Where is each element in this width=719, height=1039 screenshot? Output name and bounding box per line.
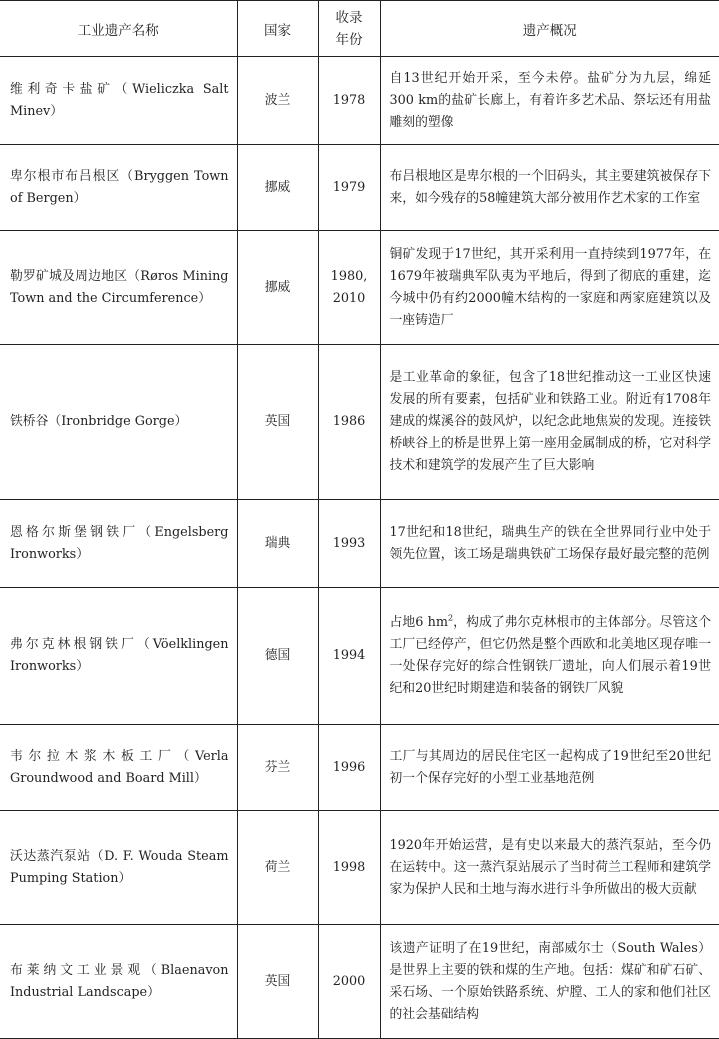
heritage-overview: 1920年开始运营，是有史以来最大的蒸汽泵站，至今仍在运转中。这一蒸汽泵站展示了当时荷兰工程师和建筑学家为保护人民和土地与海水进行斗争所做出的极大贡献 (380, 811, 719, 925)
header-overview: 遗产概况 (380, 1, 719, 57)
heritage-country: 瑞典 (237, 500, 318, 588)
heritage-overview: 布吕根地区是卑尔根的一个旧码头，其主要建筑被保存下来，如今残存的58幢建筑大部分被用作艺术家的工作室 (380, 145, 719, 231)
heritage-country: 德国 (237, 588, 318, 725)
heritage-overview: 自13世纪开始开采，至今未停。盐矿分为九层，绵延300 km的盐矿长廊上，有着许多艺术品、祭坛还有用盐雕刻的塑像 (380, 57, 719, 145)
heritage-country: 波兰 (237, 57, 318, 145)
overview-text: 占地6 hm (389, 615, 448, 630)
heritage-year (318, 925, 380, 1039)
heritage-name: 卑尔根市布吕根区（Bryggen Town of Bergen） (0, 145, 237, 231)
heritage-name: 勒罗矿城及周边地区（Røros Mining Town and the Circumference） (0, 231, 237, 345)
heritage-year (318, 231, 380, 345)
year-value: 1978 (332, 92, 366, 108)
year-value: 1980, (330, 268, 368, 284)
heritage-name: 韦尔拉木浆木板工厂（Verla Groundwood and Board Mill） (0, 725, 237, 811)
heritage-overview (380, 588, 719, 725)
heritage-name: 沃达蒸汽泵站（D. F. Wouda Steam Pumping Station） (0, 811, 237, 925)
year-value: 1993 (332, 535, 366, 551)
header-country: 国家 (237, 1, 318, 57)
superscript-2: 2 (447, 613, 454, 623)
year-value: 2010 (332, 290, 366, 306)
header-name: 工业遗产名称 (0, 1, 237, 57)
heritage-country: 挪威 (237, 231, 318, 345)
year-value: 1998 (332, 859, 366, 875)
heritage-year (318, 811, 380, 925)
table-row (0, 588, 719, 725)
heritage-name: 铁桥谷（Ironbridge Gorge） (0, 345, 237, 500)
heritage-overview: 是工业革命的象征，包含了18世纪推动这一工业区快速发展的所有要素，包括矿业和铁路工业。附近有1708年建成的煤溪谷的鼓风炉，以纪念此地焦炭的发现。连接铁桥峡谷上的桥是世界上第一座用金属制成的桥，它对科学技术和建筑学的发展产生了巨大影响 (380, 345, 719, 500)
table-row (0, 925, 719, 1039)
heritage-country: 挪威 (237, 145, 318, 231)
heritage-name: 维利奇卡盐矿（Wieliczka Salt Minev） (0, 57, 237, 145)
year-value: 1986 (332, 414, 366, 429)
heritage-year (318, 57, 380, 145)
table-row (0, 725, 719, 811)
heritage-country: 英国 (237, 925, 318, 1039)
heritage-year (318, 145, 380, 231)
heritage-name: 弗尔克林根钢铁厂（Vöelklingen Ironworks） (0, 588, 237, 725)
heritage-overview: 工厂与其周边的居民住宅区一起构成了19世纪至20世纪初一个保存完好的小型工业基地范例 (380, 725, 719, 811)
heritage-overview: 该遗产证明了在19世纪，南部威尔士（South Wales）是世界上主要的铁和煤的生产地。包括：煤矿和矿石矿、采石场、一个原始铁路系统、炉膛、工人的家和他们社区的社会基础结构 (380, 925, 719, 1039)
overview-text: ，构成了弗尔克林根市的主体部分。尽管这个工厂已经停产，但它仍然是整个西欧和北美地区现存唯一一处保存完好的综合性钢铁厂遗址，向人们展示着19世纪和20世纪时期建造和装备的钢铁厂风貌 (389, 615, 711, 696)
year-value: 1979 (332, 179, 366, 195)
heritage-year (318, 725, 380, 811)
year-value: 1996 (332, 759, 366, 775)
header-year (318, 1, 380, 57)
heritage-year (318, 500, 380, 588)
heritage-year (318, 345, 380, 500)
table-row (0, 500, 719, 588)
header-year-line1: 收录 (335, 9, 363, 26)
header-year-line2: 年份 (335, 31, 363, 48)
heritage-year (318, 588, 380, 725)
table-row (0, 811, 719, 925)
heritage-country: 荷兰 (237, 811, 318, 925)
heritage-overview: 17世纪和18世纪，瑞典生产的铁在全世界同行业中处于领先位置，该工场是瑞典铁矿工场保存最好最完整的范例 (380, 500, 719, 588)
table-row (0, 57, 719, 145)
heritage-name: 恩格尔斯堡钢铁厂（Engelsberg Ironworks） (0, 500, 237, 588)
year-value: 1994 (332, 648, 366, 663)
heritage-name: 布莱纳文工业景观（Blaenavon Industrial Landscape） (0, 925, 237, 1039)
heritage-overview: 铜矿发现于17世纪，其开采利用一直持续到1977年，在1679年被瑞典军队夷为平地后，得到了彻底的重建，迄今城中仍有约2000幢木结构的一家庭和两家庭建筑以及一座铸造厂 (380, 231, 719, 345)
heritage-country: 芬兰 (237, 725, 318, 811)
table-row (0, 345, 719, 500)
table-row (0, 231, 719, 345)
table-header-row (0, 1, 719, 57)
heritage-country: 英国 (237, 345, 318, 500)
table-row (0, 145, 719, 231)
year-value: 2000 (332, 973, 366, 989)
